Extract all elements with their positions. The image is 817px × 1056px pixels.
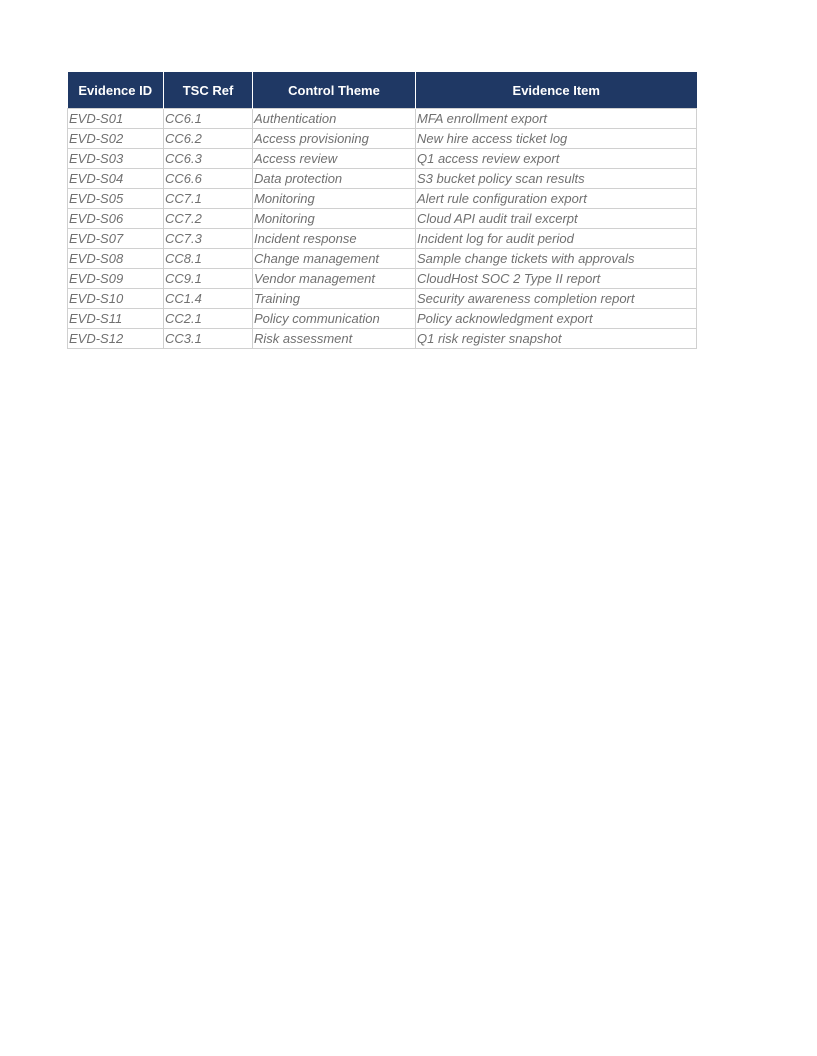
evidence-item-cell: Incident log for audit period: [416, 229, 697, 249]
control-theme-cell: Incident response: [253, 229, 416, 249]
tsc-ref-cell: CC6.2: [164, 129, 253, 149]
evidence-item-cell: New hire access ticket log: [416, 129, 697, 149]
table-row: [68, 109, 697, 129]
tsc-ref-cell: CC6.3: [164, 149, 253, 169]
evidence-item-cell: S3 bucket policy scan results: [416, 169, 697, 189]
evidence-id-cell: EVD-S01: [68, 109, 164, 129]
evidence-item-cell: Security awareness completion report: [416, 289, 697, 309]
table-row: [68, 189, 697, 209]
evidence-id-cell: EVD-S09: [68, 269, 164, 289]
control-theme-cell: Access provisioning: [253, 129, 416, 149]
tsc-ref-cell: CC1.4: [164, 289, 253, 309]
evidence-item-cell: CloudHost SOC 2 Type II report: [416, 269, 697, 289]
evidence-id-cell: EVD-S05: [68, 189, 164, 209]
evidence-item-cell: Q1 risk register snapshot: [416, 329, 697, 349]
header-control-theme: Control Theme: [253, 72, 416, 109]
control-theme-cell: Vendor management: [253, 269, 416, 289]
tsc-ref-cell: CC6.6: [164, 169, 253, 189]
evidence-table: [67, 72, 697, 349]
control-theme-cell: Risk assessment: [253, 329, 416, 349]
evidence-id-cell: EVD-S08: [68, 249, 164, 269]
evidence-item-cell: Sample change tickets with approvals: [416, 249, 697, 269]
tsc-ref-cell: CC7.3: [164, 229, 253, 249]
evidence-item-cell: Q1 access review export: [416, 149, 697, 169]
evidence-item-cell: Cloud API audit trail excerpt: [416, 209, 697, 229]
evidence-id-cell: EVD-S12: [68, 329, 164, 349]
header-tsc-ref: TSC Ref: [164, 72, 253, 109]
header-row: [68, 72, 697, 109]
evidence-id-cell: EVD-S11: [68, 309, 164, 329]
table-row: [68, 229, 697, 249]
table-row: [68, 169, 697, 189]
control-theme-cell: Authentication: [253, 109, 416, 129]
control-theme-cell: Monitoring: [253, 209, 416, 229]
control-theme-cell: Change management: [253, 249, 416, 269]
table-body: [68, 109, 697, 349]
header-evidence-id: Evidence ID: [68, 72, 164, 109]
tsc-ref-cell: CC7.1: [164, 189, 253, 209]
tsc-ref-cell: CC7.2: [164, 209, 253, 229]
table-row: [68, 289, 697, 309]
tsc-ref-cell: CC8.1: [164, 249, 253, 269]
table-row: [68, 149, 697, 169]
tsc-ref-cell: CC3.1: [164, 329, 253, 349]
control-theme-cell: Access review: [253, 149, 416, 169]
evidence-id-cell: EVD-S03: [68, 149, 164, 169]
evidence-item-cell: MFA enrollment export: [416, 109, 697, 129]
evidence-item-cell: Alert rule configuration export: [416, 189, 697, 209]
tsc-ref-cell: CC9.1: [164, 269, 253, 289]
evidence-id-cell: EVD-S06: [68, 209, 164, 229]
control-theme-cell: Policy communication: [253, 309, 416, 329]
evidence-id-cell: EVD-S10: [68, 289, 164, 309]
evidence-id-cell: EVD-S02: [68, 129, 164, 149]
evidence-item-cell: Policy acknowledgment export: [416, 309, 697, 329]
control-theme-cell: Data protection: [253, 169, 416, 189]
tsc-ref-cell: CC6.1: [164, 109, 253, 129]
table-row: [68, 249, 697, 269]
control-theme-cell: Monitoring: [253, 189, 416, 209]
evidence-id-cell: EVD-S04: [68, 169, 164, 189]
table-row: [68, 309, 697, 329]
table-row: [68, 329, 697, 349]
evidence-id-cell: EVD-S07: [68, 229, 164, 249]
table-row: [68, 269, 697, 289]
table-row: [68, 129, 697, 149]
table-row: [68, 209, 697, 229]
control-theme-cell: Training: [253, 289, 416, 309]
tsc-ref-cell: CC2.1: [164, 309, 253, 329]
header-evidence-item: Evidence Item: [416, 72, 697, 109]
